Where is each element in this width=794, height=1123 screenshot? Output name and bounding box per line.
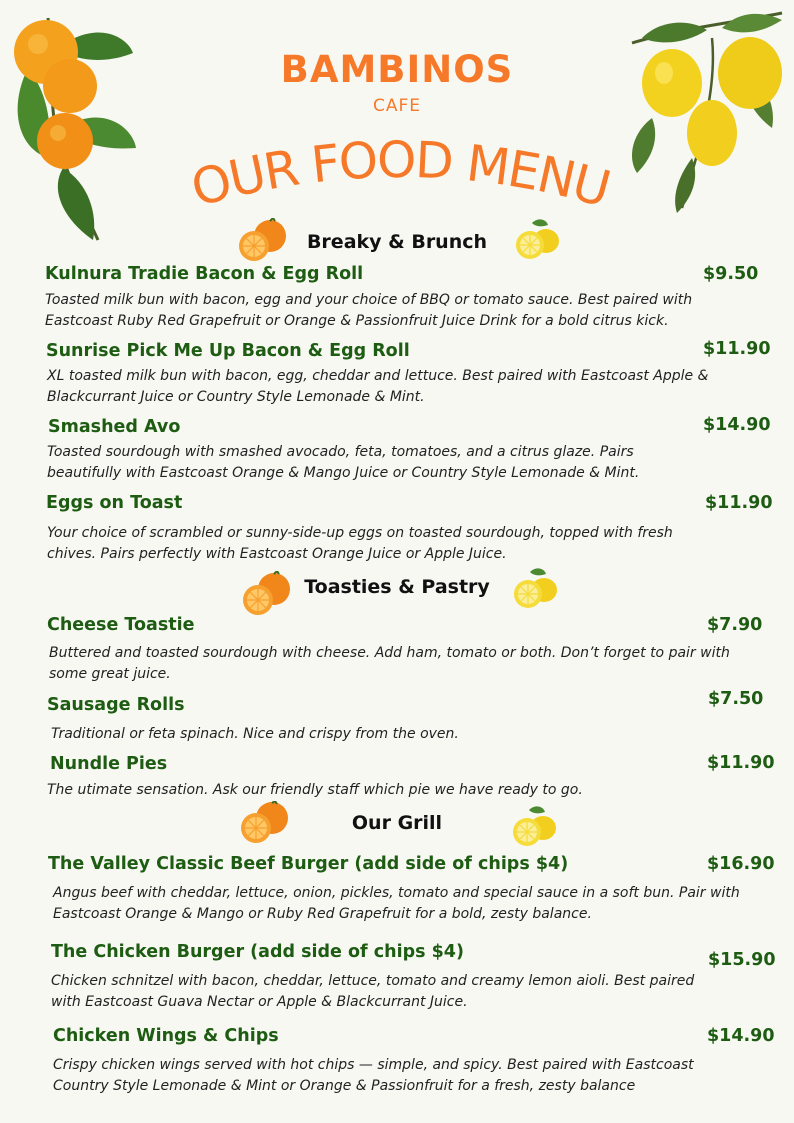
item-name: Smashed Avo bbox=[48, 417, 181, 437]
item-description: Chicken schnitzel with bacon, cheddar, lettuce, tomato and creamy lemon aioli. Best paired with Eastcoast Guava Nectar or Apple & Blackcurrant Juice. bbox=[51, 973, 695, 1010]
item-description: The utimate sensation. Ask our friendly staff which pie we have ready to go. bbox=[47, 782, 583, 798]
orange-branch-icon bbox=[8, 8, 143, 243]
item-description: Buttered and toasted sourdough with cheese. Add ham, tomato or both. Don’t forget to pair with some great juice. bbox=[49, 645, 730, 682]
menu-title bbox=[150, 128, 650, 223]
item-description: Traditional or feta spinach. Nice and crispy from the oven. bbox=[51, 726, 459, 742]
item-price: $16.90 bbox=[707, 854, 775, 874]
item-name: Nundle Pies bbox=[50, 754, 168, 774]
item-name: Cheese Toastie bbox=[47, 615, 195, 635]
lemon-icon bbox=[507, 804, 559, 848]
item-name: Sausage Rolls bbox=[47, 695, 185, 715]
item-name: The Chicken Burger (add side of chips $4) bbox=[51, 942, 464, 962]
item-price: $14.90 bbox=[703, 415, 771, 435]
item-price: $11.90 bbox=[707, 753, 775, 773]
item-description: Toasted milk bun with bacon, egg and your choice of BBQ or tomato sauce. Best paired with Eastcoast Ruby Red Grapefruit or Orange & Passionfruit Juice Drink for a bold citrus kick. bbox=[45, 292, 693, 329]
item-price: $9.50 bbox=[703, 264, 759, 284]
section-title-toasties: Toasties & Pastry bbox=[304, 576, 490, 598]
item-name: Kulnura Tradie Bacon & Egg Roll bbox=[45, 264, 364, 284]
item-name: The Valley Classic Beef Burger (add side of chips $4) bbox=[48, 854, 569, 874]
item-price: $11.90 bbox=[703, 339, 771, 359]
item-price: $14.90 bbox=[707, 1026, 775, 1046]
item-description: XL toasted milk bun with bacon, egg, cheddar and lettuce. Best paired with Eastcoast Apple & Blackcurrant Juice or Country Style Lemonade & Mint. bbox=[47, 368, 709, 405]
brand-name: BAMBINOS bbox=[280, 48, 514, 91]
section-title-breaky: Breaky & Brunch bbox=[306, 231, 488, 253]
item-price: $7.90 bbox=[707, 615, 763, 635]
svg-text:OUR FOOD MENU bbox=[185, 131, 614, 218]
item-name: Chicken Wings & Chips bbox=[53, 1026, 279, 1046]
item-price: $15.90 bbox=[708, 950, 776, 970]
item-description: Your choice of scrambled or sunny-side-up eggs on toasted sourdough, topped with fresh chives. Pairs perfectly with Eastcoast Orange Juice or Apple Juice. bbox=[47, 525, 673, 562]
section-title-grill: Our Grill bbox=[351, 812, 443, 834]
item-name: Eggs on Toast bbox=[46, 493, 183, 513]
lemon-icon bbox=[510, 217, 562, 261]
brand-subtitle: CAFE bbox=[372, 96, 422, 116]
item-price: $7.50 bbox=[708, 689, 764, 709]
item-name: Sunrise Pick Me Up Bacon & Egg Roll bbox=[46, 341, 410, 361]
item-description: Toasted sourdough with smashed avocado, feta, tomatoes, and a citrus glaze. Pairs beautifully with Eastcoast Orange & Mango Juice or Country Style Lemonade & Mint. bbox=[47, 444, 640, 481]
item-description: Crispy chicken wings served with hot chips — simple, and spicy. Best paired with Eastcoast Country Style Lemonade & Mint or Orange & Passionfruit for a fresh, zesty balance bbox=[53, 1057, 694, 1094]
item-description: Angus beef with cheddar, lettuce, onion, pickles, tomato and special sauce in a soft bun. Pair with Eastcoast Orange & Mango or Ruby Red Grapefruit for a bold, zesty balance. bbox=[53, 885, 740, 922]
item-price: $11.90 bbox=[705, 493, 773, 513]
menu-title-text: OUR FOOD MENU bbox=[185, 130, 615, 219]
lemon-icon bbox=[508, 566, 560, 610]
